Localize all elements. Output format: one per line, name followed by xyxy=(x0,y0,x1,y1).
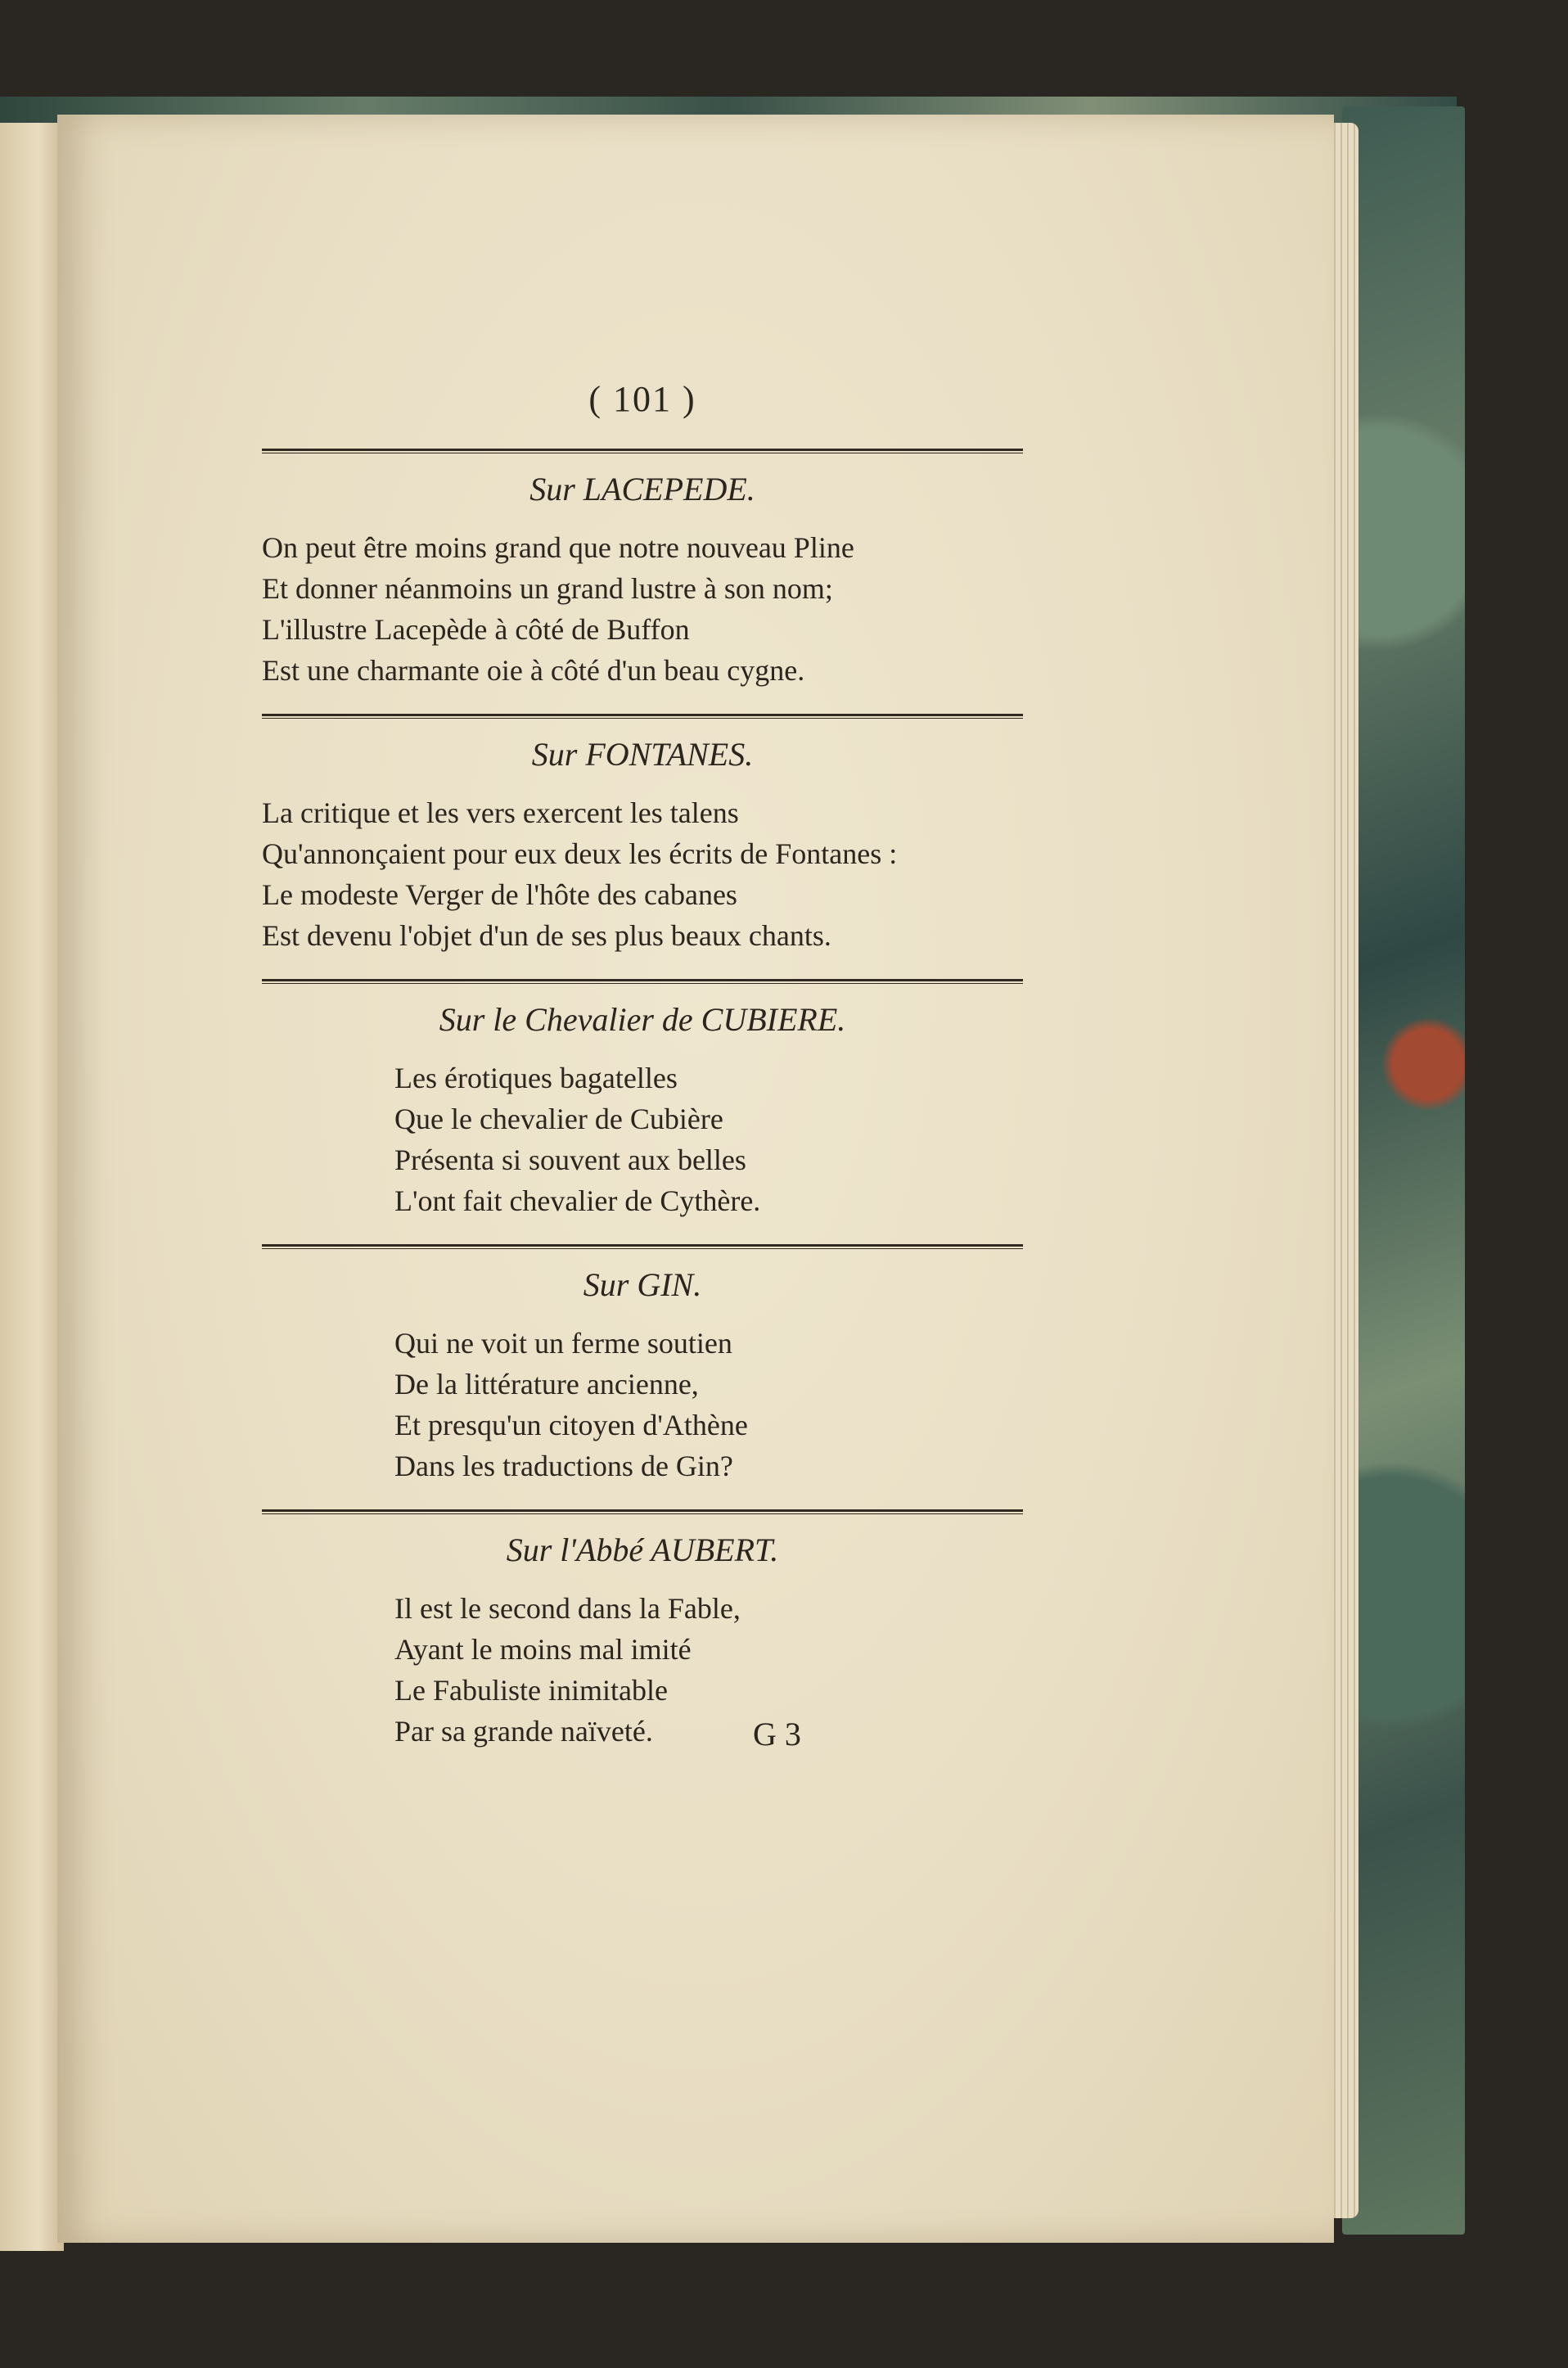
section-title: Sur GIN. xyxy=(583,1266,702,1303)
section-title: Sur l'Abbé AUBERT. xyxy=(506,1531,779,1568)
poem-cubiere xyxy=(262,1058,1023,1221)
left-facing-page xyxy=(0,123,64,2251)
poem-line: Qu'annonçaient pour eux deux les écrits de Fontanes : xyxy=(262,837,898,870)
poem-line: Il est le second dans la Fable, xyxy=(394,1592,741,1625)
poem-line: Est devenu l'objet d'un de ses plus beaux chants. xyxy=(262,919,831,952)
book-page xyxy=(57,115,1334,2243)
poem-line: L'illustre Lacepède à côté de Buffon xyxy=(262,613,690,646)
poem-line: Par sa grande naïveté. xyxy=(394,1715,653,1748)
poem-line: L'ont fait chevalier de Cythère. xyxy=(394,1184,761,1217)
section-rule xyxy=(262,1509,1023,1514)
section-title: Sur le Chevalier de CUBIERE. xyxy=(439,1001,846,1038)
section-rule xyxy=(262,979,1023,984)
poem-gin xyxy=(262,1323,1023,1486)
signature-mark: G 3 xyxy=(753,1716,801,1752)
poem-line: Le Fabuliste inimitable xyxy=(394,1674,668,1707)
section-rule xyxy=(262,1244,1023,1249)
poem-line: Présenta si souvent aux belles xyxy=(394,1143,746,1176)
poem-line: Est une charmante oie à côté d'un beau cygne. xyxy=(262,654,805,687)
poem-line: On peut être moins grand que notre nouveau Pline xyxy=(262,531,854,564)
poem-line: Le modeste Verger de l'hôte des cabanes xyxy=(262,878,737,911)
poem-line: Et presqu'un citoyen d'Athène xyxy=(394,1409,748,1441)
poem-line: Ayant le moins mal imité xyxy=(394,1633,692,1666)
poem-lacepede xyxy=(262,527,1023,691)
page-number: ( 101 ) xyxy=(588,379,696,419)
section-title: Sur FONTANES. xyxy=(531,736,754,773)
section-title: Sur LACEPEDE. xyxy=(529,471,755,507)
poem-line: Qui ne voit un ferme soutien xyxy=(394,1327,732,1360)
poem-fontanes xyxy=(262,792,1023,956)
poem-line: Dans les traductions de Gin? xyxy=(394,1450,733,1482)
book-cover-board xyxy=(1342,106,1465,2235)
section-rule xyxy=(262,714,1023,719)
poem-line: Que le chevalier de Cubière xyxy=(394,1103,723,1135)
poem-line: Et donner néanmoins un grand lustre à son nom; xyxy=(262,572,833,605)
page-content xyxy=(262,262,1023,1775)
section-rule xyxy=(262,449,1023,453)
poem-aubert xyxy=(262,1588,1023,1752)
poem-line: La critique et les vers exercent les talens xyxy=(262,796,739,829)
poem-line: De la littérature ancienne, xyxy=(394,1368,699,1401)
poem-line: Les érotiques bagatelles xyxy=(394,1062,678,1094)
